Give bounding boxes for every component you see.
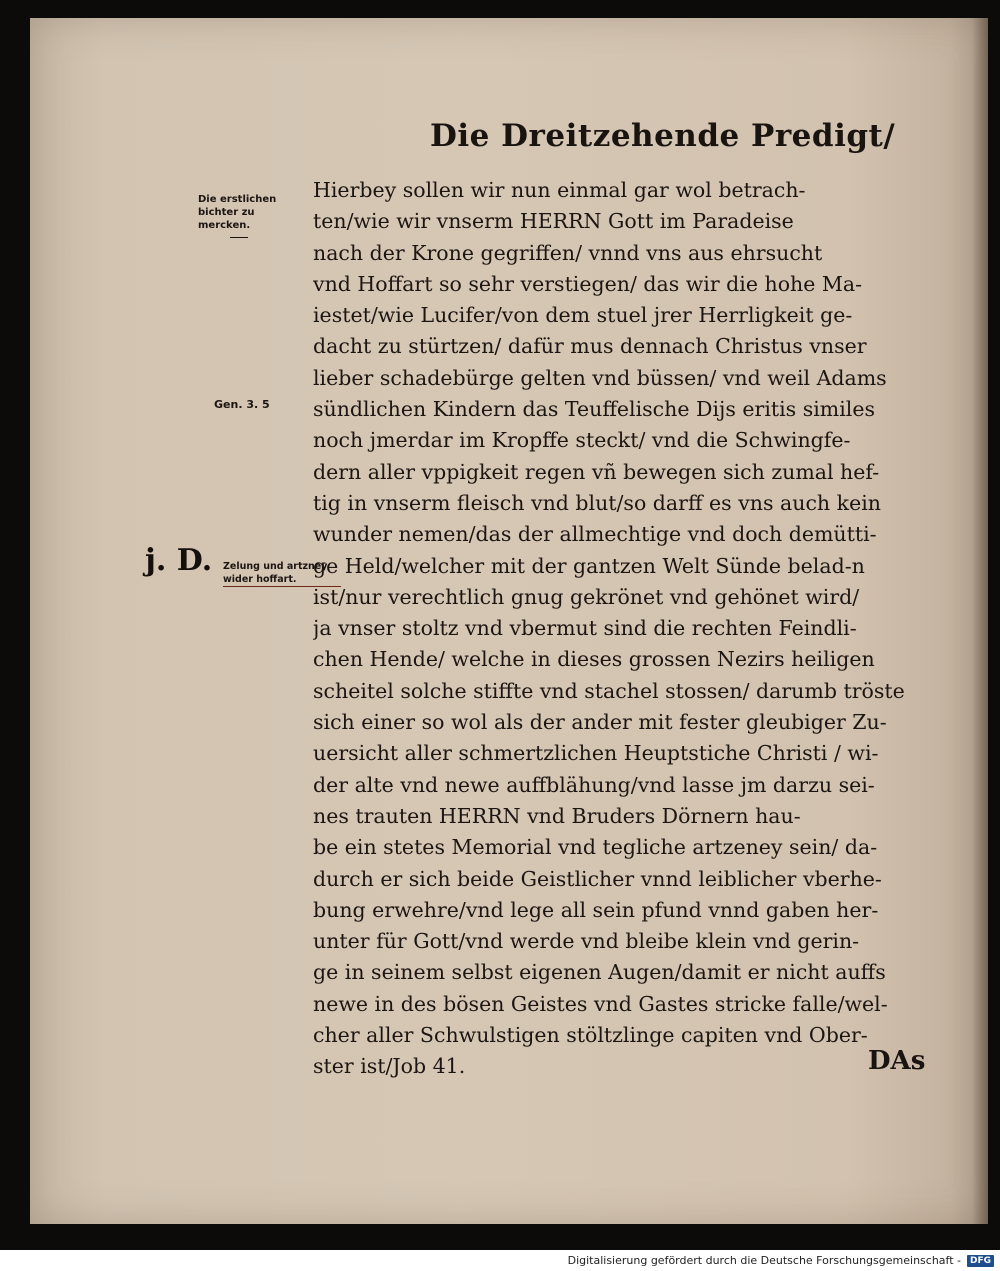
footer-credit [568,1250,1000,1271]
text-line: Hierbey sollen wir nun einmal gar wol betrach- [313,178,806,202]
text-line: nes trauten HERRN vnd Bruders Dörnern hau- [313,803,801,828]
text-line: iestet/wie Lucifer/von dem stuel jrer Herrligkeit ge- [313,303,853,328]
body-text [313,175,928,1083]
text-line: sündlichen Kindern das Teuffelische Dijs eritis similes [313,397,875,422]
text-line: ist/nur verechtlich gnug gekrönet vnd gehönet wird/ [313,584,860,609]
margin-note-1-rule [230,237,248,238]
text-line: chen Hende/ welche in dieses grossen Nezirs heiligen [313,647,875,672]
margin-note-1-text: Die erstlichen bichter zu mercken. [198,194,277,231]
margin-note-3-text: Zelung und artzney wider hoffart. [223,560,341,587]
text-line: scheitel solche stiffte vnd stachel stossen/ darumb tröste [313,678,905,703]
text-line: nach der Krone gegriffen/ vnnd vns aus ehrsucht [313,240,823,265]
margin-note-2: Gen. 3. 5 [214,398,270,411]
dfg-logo-icon: DFG [967,1255,994,1267]
text-line: tig in vnserm fleisch vnd blut/so darff es vns auch kein [313,490,881,515]
catchword: DAs [868,1046,926,1076]
text-line: ster ist/Job 41. [313,1054,466,1079]
text-line: bung erwehre/vnd lege all sein pfund vnnd gaben her- [313,897,879,922]
text-line: cher aller Schwulstigen stöltzlinge capiten vnd Ober- [313,1023,868,1048]
margin-note-1 [198,193,288,238]
text-line: newe in des bösen Geistes vnd Gastes stricke falle/wel- [313,991,888,1016]
text-line: ge Held/welcher mit der gantzen Welt Sünde belad-n [313,553,865,578]
text-line: der alte vnd newe auffblähung/vnd lasse jm darzu sei- [313,772,875,797]
text-line: lieber schadebürge gelten vnd büssen/ vnd weil Adams [313,365,887,390]
text-line: wunder nemen/das der allmechtige vnd doch demütti- [313,522,877,547]
text-line: ja vnser stoltz vnd vbermut sind die rechten Feindli- [313,616,857,641]
footer-text: Digitalisierung gefördert durch die Deutsche Forschungsgemeinschaft - [567,1254,961,1267]
text-line: durch er sich beide Geistlicher vnnd leiblicher vberhe- [313,866,882,891]
text-line: be ein stetes Memorial vnd tegliche artzeney sein/ da- [313,835,878,860]
text-line: unter für Gott/vnd werde vnd bleibe klein vnd gerin- [313,929,860,954]
text-line: dacht zu stürtzen/ dafür mus dennach Christus vnser [313,334,867,359]
text-line: ge in seinem selbst eigenen Augen/damit er nicht auffs [313,960,886,985]
text-line: dern aller vppigkeit regen vñ bewegen sich zumal hef- [313,459,880,484]
margin-mark: j. D. [145,543,213,578]
text-line: ten/wie wir vnserm HERRN Gott im Paradeise [313,209,794,234]
text-line: noch jmerdar im Kropffe steckt/ vnd die Schwingfe- [313,428,851,453]
text-line: uersicht aller schmertzlichen Heuptstiche Christi / wi- [313,741,879,766]
text-line: vnd Hoffart so sehr verstiegen/ das wir die hohe Ma- [313,271,863,296]
text-line: sich einer so wol als der ander mit fester gleubiger Zu- [313,710,887,735]
page-heading: Die Dreitzehende Predigt/ [430,118,896,154]
